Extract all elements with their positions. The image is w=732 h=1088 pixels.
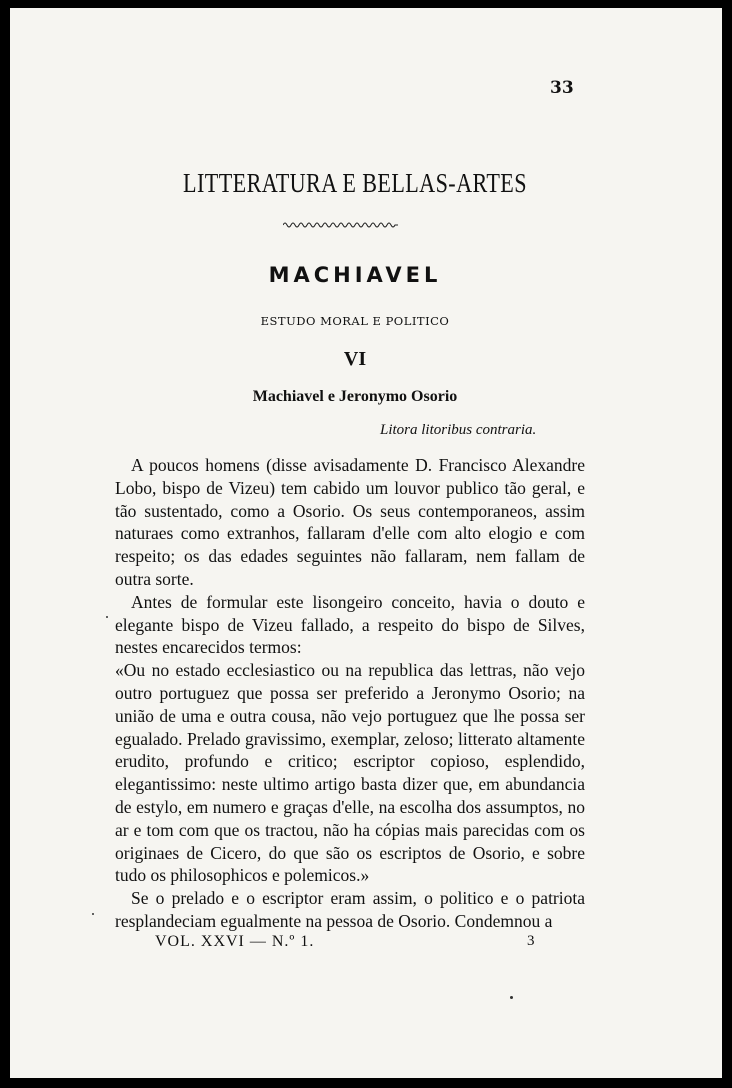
paragraph: Se o prelado e o escriptor eram assim, o politico e o patriota resplandeciam egualmente na pessoa de Osorio. Condemnou a [115,888,585,931]
page-number: 33 [550,78,574,98]
ink-speck [92,913,94,915]
paragraph: A poucos homens (disse avisadamente D. Francisco Alexandre Lobo, bispo de Vizeu) tem cabido um louvor publico tão geral, e tão sustentado, como a Osorio. Os seus contemporaneos, assim naturaes como extranhos, fallaram d'elle com alto elogio e com respeito; os das edades seguintes não fallaram, nem fallam de outra sorte. [115,455,585,589]
article-title: MACHIAVEL [268,263,442,287]
volume-signature: VOL. XXVI — N.º 1. [155,933,315,950]
epigraph: Litora litoribus contraria. [380,422,537,438]
ink-speck [510,996,513,999]
paragraph: Antes de formular este lisongeiro conceito, havia o douto e elegante bispo de Vizeu fallado, a respeito do bispo de Silves, nestes encarecidos termos: [115,591,585,658]
ornament-rule [283,221,398,229]
chapter-subtitle: Machiavel e Jeronymo Osorio [252,388,458,405]
body-text [115,454,585,933]
book-page [10,8,722,1078]
article-subtitle: ESTUDO MORAL E POLITICO [260,314,450,328]
chapter-number: VI [343,348,367,370]
ink-speck [106,616,108,618]
sheet-number: 3 [527,933,535,949]
quote-paragraph: «Ou no estado ecclesiastico ou na republica das lettras, não vejo outro portuguez que possa ser preferido a Jeronymo Osorio; na união de uma e outra cousa, não vejo portuguez que lhe possa ser egualado. Prelado gravissimo, exemplar, zeloso; litterato altamente erudito, profundo e critico; escriptor copioso, esplendido, elegantissimo: neste ultimo artigo basta dizer que, em abundancia de estylo, em numero e graças d'elle, na escolha dos assumptos, no ar e tom com que os tractou, não ha cópias mais parecidas com os originaes de Cicero, do que são os escriptos de Osorio, e sobre tudo os philosophicos e polemicos.» [115,660,585,886]
section-title: LITTERATURA E BELLAS-ARTES [183,168,527,198]
